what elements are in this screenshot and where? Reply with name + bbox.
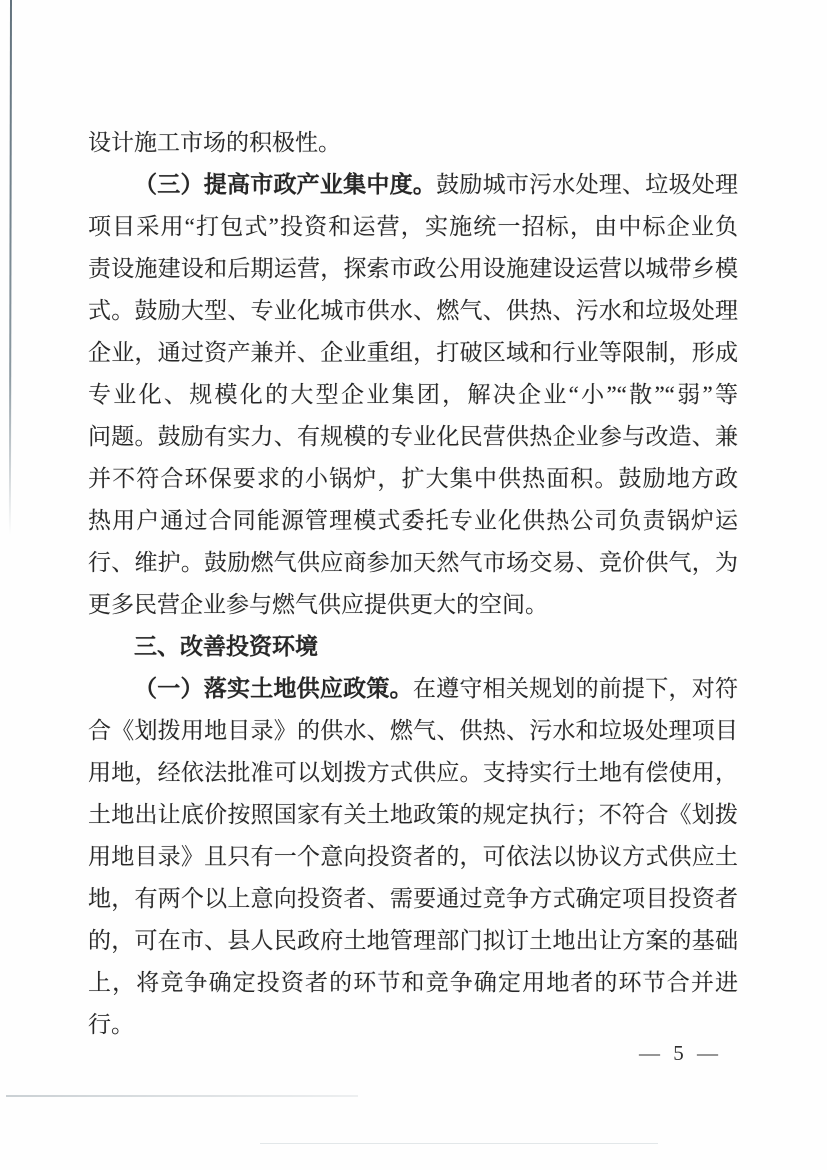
text-segment: 的，可在市、县人民政府土地管理部门拟订土地出让方案的基础 (88, 928, 738, 953)
bold-segment: （一）落实土地供应政策。 (134, 676, 413, 701)
text-segment: 用地，经依法批准可以划拨方式供应。支持实行土地有偿使用， (88, 760, 738, 785)
document-body (88, 122, 738, 1046)
text-line (88, 248, 738, 290)
text-segment: 专业化、规模化的大型企业集团，解决企业“小”“散”“弱”等 (88, 382, 738, 407)
scan-artifact-horizontal-line (6, 1095, 358, 1097)
text-segment: 热用户通过合同能源管理模式委托专业化供热公司负责锅炉运 (88, 508, 738, 533)
text-segment: 行。 (88, 1012, 134, 1037)
text-line (88, 290, 738, 332)
text-segment: 项目采用“打包式”投资和运营，实施统一招标，由中标企业负 (88, 214, 738, 239)
text-segment: 鼓励城市污水处理、垃圾处理 (436, 172, 738, 197)
text-line (88, 374, 738, 416)
bold-segment: （三）提高市政产业集中度。 (134, 172, 437, 197)
text-line-paragraph-end (88, 584, 738, 626)
text-segment: 土地出让底价按照国家有关土地政策的规定执行；不符合《划拨 (88, 802, 738, 827)
text-line (88, 416, 738, 458)
text-segment: 企业，通过资产兼并、企业重组，打破区域和行业等限制，形成 (88, 340, 738, 365)
text-line (88, 542, 738, 584)
text-line (88, 500, 738, 542)
scan-artifact-vertical-line (9, 0, 12, 535)
text-segment: 地，有两个以上意向投资者、需要通过竞争方式确定项目投资者 (88, 886, 738, 911)
text-segment: 更多民营企业参与燃气供应提供更大的空间。 (88, 592, 548, 617)
page-number: — 5 — (639, 1041, 722, 1065)
text-segment: 问题。鼓励有实力、有规模的专业化民营供热企业参与改造、兼 (88, 424, 738, 449)
text-line (88, 962, 738, 1004)
text-segment: 设计施工市场的积极性。 (88, 130, 341, 155)
text-segment: 责设施建设和后期运营，探索市政公用设施建设运营以城带乡模 (88, 256, 738, 281)
text-line (88, 920, 738, 962)
text-segment: 并不符合环保要求的小锅炉，扩大集中供热面积。鼓励地方政 (88, 466, 738, 491)
text-line (88, 710, 738, 752)
text-segment: 行、维护。鼓励燃气供应商参加天然气市场交易、竞价供气，为 (88, 550, 738, 575)
text-segment: 用地目录》且只有一个意向投资者的，可依法以协议方式供应土 (88, 844, 738, 869)
text-segment: 式。鼓励大型、专业化城市供水、燃气、供热、污水和垃圾处理 (88, 298, 738, 323)
text-line-paragraph-start (88, 164, 738, 206)
text-line (88, 878, 738, 920)
text-segment: 合《划拨用地目录》的供水、燃气、供热、污水和垃圾处理项目 (88, 718, 738, 743)
text-line (88, 752, 738, 794)
text-segment: 在遵守相关规划的前提下，对符 (412, 676, 738, 701)
section-heading (88, 626, 738, 668)
text-line (88, 836, 738, 878)
text-line-paragraph-start (88, 668, 738, 710)
text-line (88, 794, 738, 836)
text-line (88, 122, 738, 164)
text-line (88, 332, 738, 374)
heading-segment: 三、改善投资环境 (134, 634, 318, 659)
scan-artifact-horizontal-line (260, 1143, 658, 1144)
text-line (88, 458, 738, 500)
text-segment: 上，将竞争确定投资者的环节和竞争确定用地者的环节合并进 (88, 970, 738, 995)
text-line (88, 206, 738, 248)
